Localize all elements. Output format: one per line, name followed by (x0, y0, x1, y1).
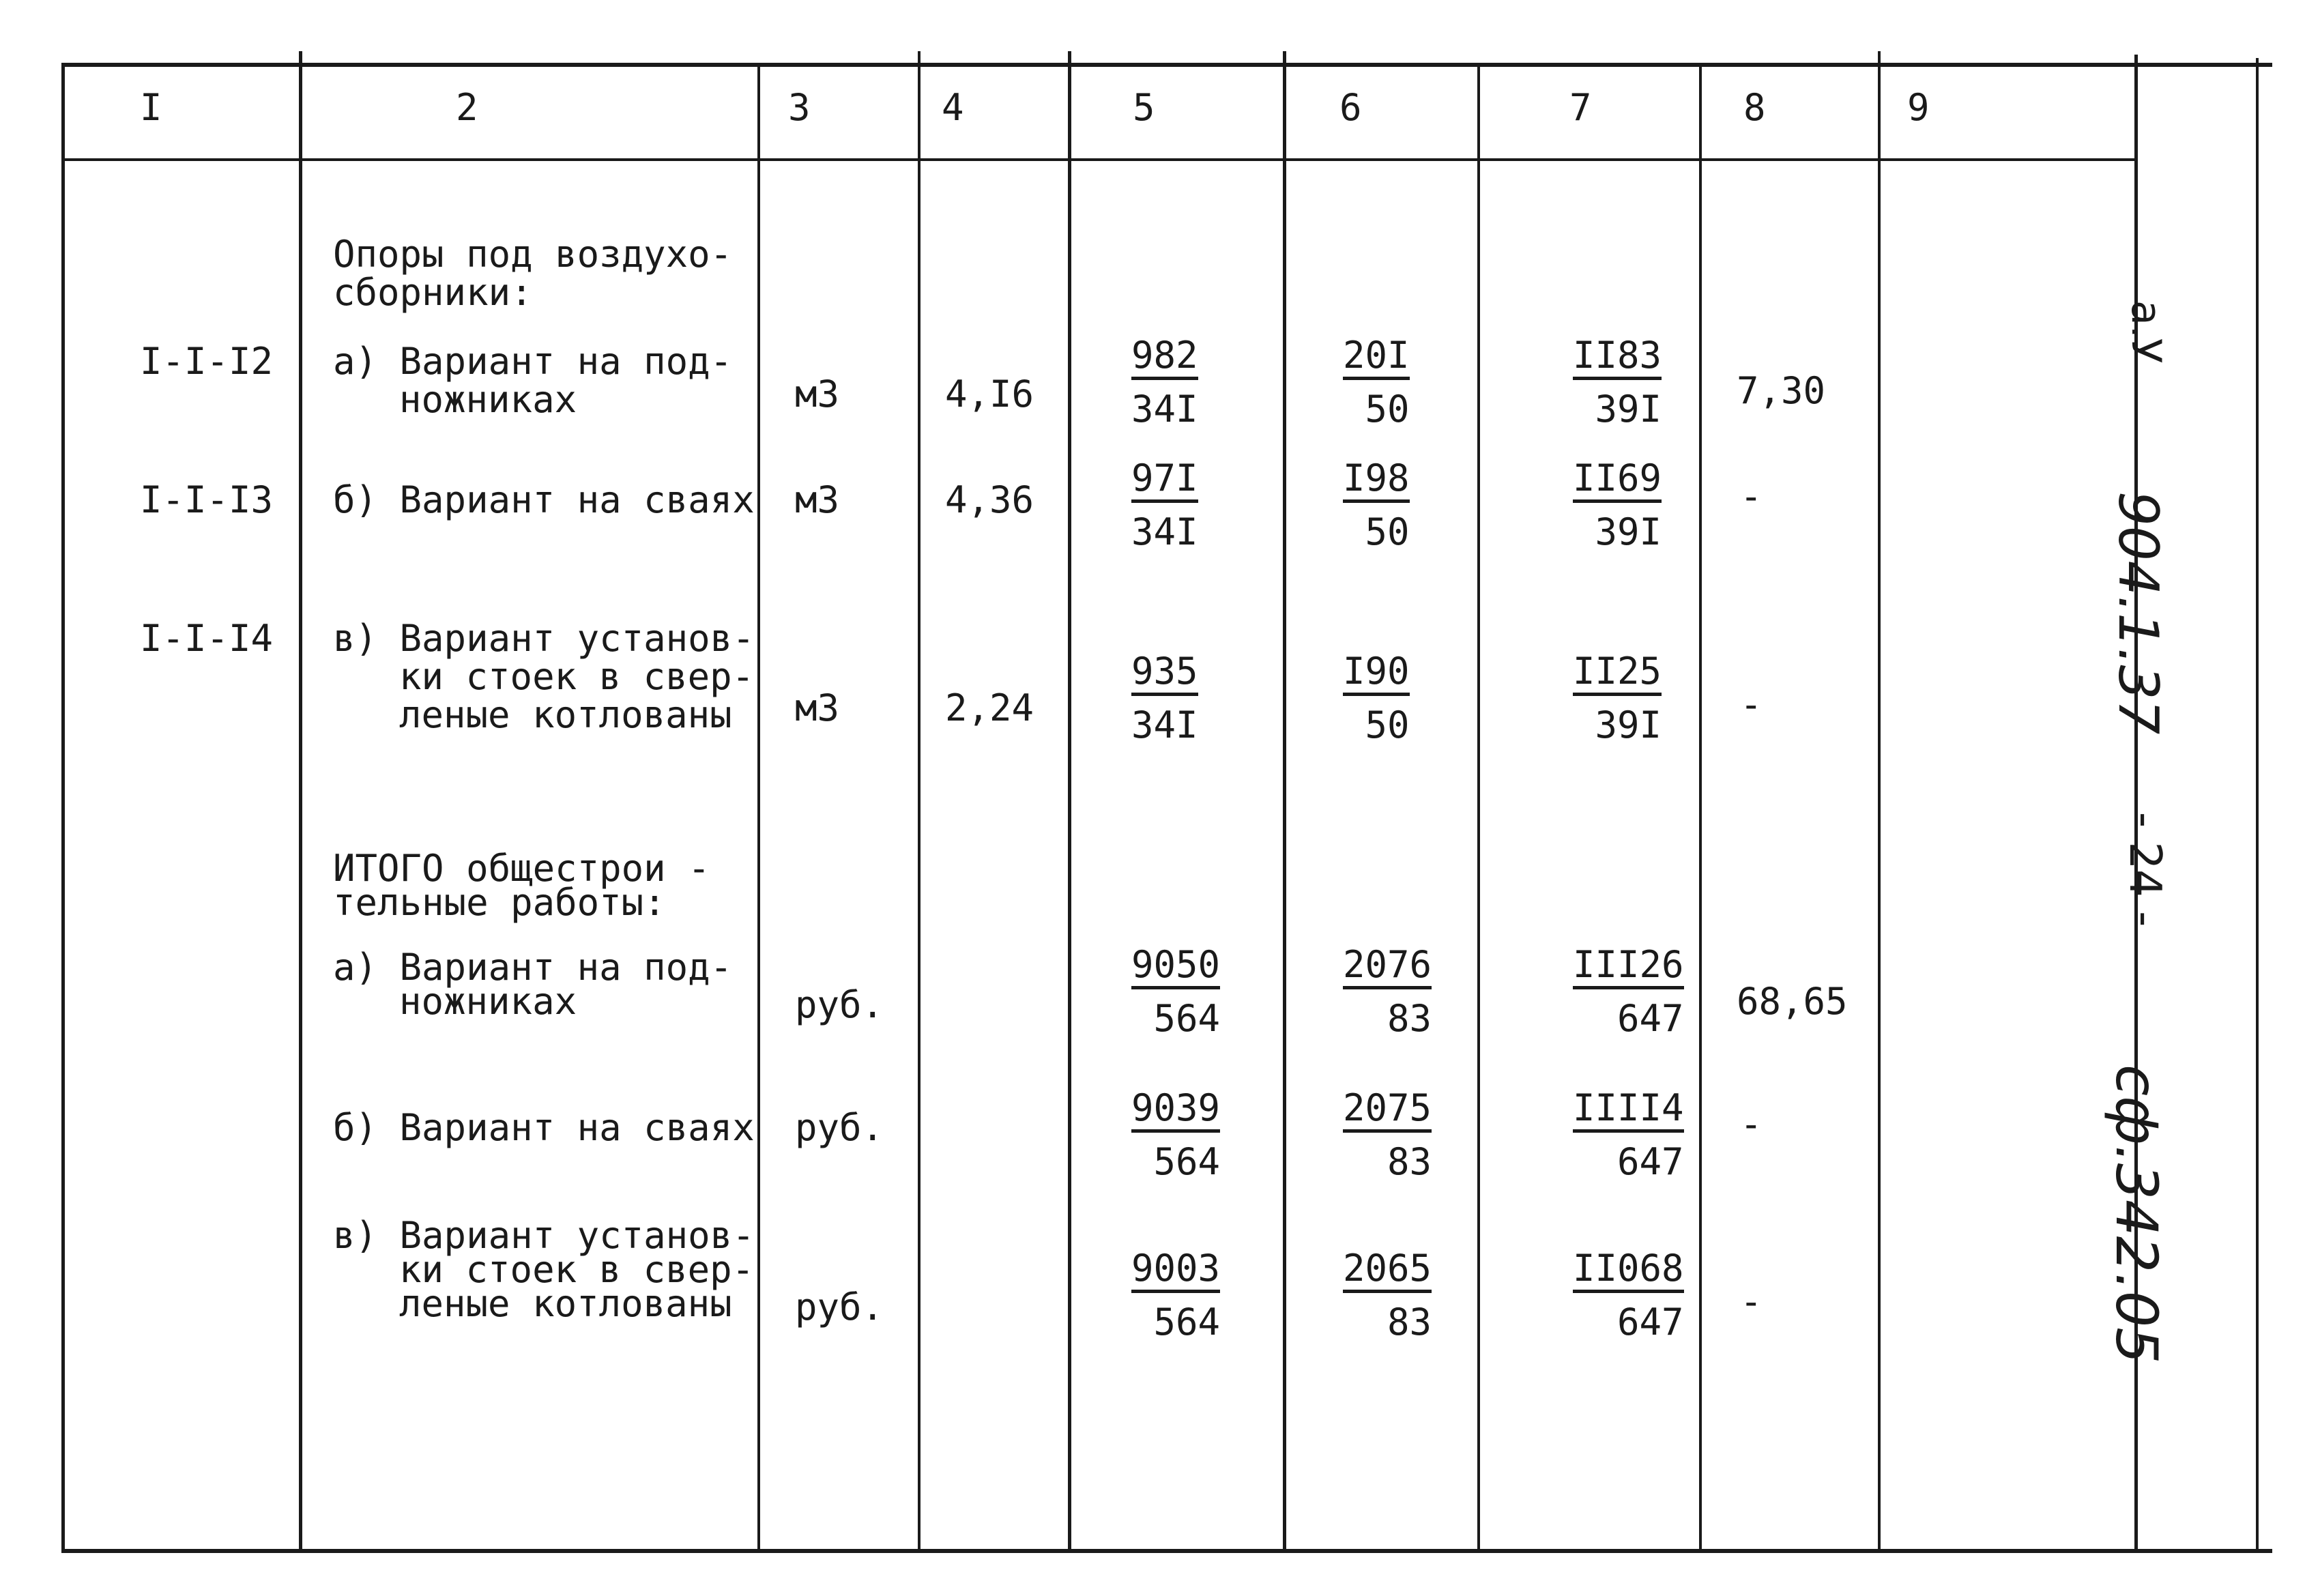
row-2-qty: 4,36 (945, 478, 1034, 521)
side-stamp-part-3: - 24 - (2119, 812, 2170, 927)
total-3-col5 (1131, 1249, 1220, 1342)
row-1-col6-denominator: 50 (1365, 388, 1410, 431)
row-1-col7 (1573, 336, 1662, 429)
total-1-col7-denominator: 647 (1617, 997, 1684, 1040)
row-1-code: I-I-I2 (140, 340, 274, 383)
header-col-8: 8 (1743, 86, 1766, 129)
total-3-col6-numerator: 2065 (1343, 1249, 1432, 1293)
row-2-col6-denominator: 50 (1365, 510, 1410, 553)
total-2-col8: - (1740, 1103, 1763, 1146)
row-1-label-line-2: ножниках (399, 378, 577, 421)
row-2-col6-numerator: I98 (1343, 459, 1410, 503)
total-3-label-line-2: ки стоек в свер- (399, 1248, 755, 1291)
row-3-col7 (1573, 652, 1662, 745)
left-border (61, 63, 65, 1553)
total-2-label-line-1: б) Вариант на сваях (333, 1106, 755, 1149)
total-1-col8: 68,65 (1737, 980, 1848, 1023)
row-3-qty: 2,24 (945, 686, 1034, 729)
total-1-col6-denominator: 83 (1387, 997, 1432, 1040)
total-2-col5 (1131, 1088, 1220, 1182)
total-title-line-1: ИТОГО общестрои - (333, 847, 710, 890)
total-3-label-line-3: леные котлованы (399, 1282, 732, 1325)
row-3-label-line-3: леные котлованы (399, 693, 732, 736)
total-1-col5-numerator: 9050 (1131, 945, 1220, 989)
right-border (2256, 58, 2259, 1552)
row-2-col6 (1343, 456, 1410, 553)
header-col-4: 4 (942, 86, 964, 129)
header-divider (61, 158, 2136, 161)
row-1-col7-numerator: II83 (1573, 336, 1662, 380)
total-3-col7 (1573, 1249, 1684, 1342)
header-col-9: 9 (1907, 86, 1930, 129)
group-title-line-1: Опоры под воздухо- (333, 233, 733, 276)
top-border (61, 63, 2272, 67)
row-3-col6 (1343, 652, 1410, 745)
total-3-label-line-1: в) Вариант установ- (333, 1214, 755, 1257)
row-3-unit: м3 (795, 686, 840, 729)
row-2-col7-numerator: II69 (1573, 459, 1662, 503)
row-3-code: I-I-I4 (140, 617, 274, 660)
total-2-col6-numerator: 2075 (1343, 1088, 1432, 1133)
row-1-col8: 7,30 (1737, 369, 1826, 412)
total-3-col6-denominator: 83 (1387, 1301, 1432, 1344)
total-1-col7-numerator: III26 (1573, 945, 1684, 989)
row-3-col7-denominator: 39I (1595, 703, 1662, 746)
row-2-col5-numerator: 97I (1131, 459, 1198, 503)
side-stamp-part-4: сф.342.05 (2103, 1064, 2170, 1364)
col-divider-5 (1283, 51, 1286, 1552)
header-col-1: I (140, 86, 162, 129)
row-3-label-line-1: в) Вариант установ- (333, 617, 755, 660)
row-1-label-line-1: а) Вариант на под- (333, 340, 733, 383)
group-title-line-2: сборники: (333, 271, 533, 314)
row-3-label-line-2: ки стоек в свер- (399, 655, 755, 698)
total-3-col7-denominator: 647 (1617, 1301, 1684, 1344)
row-3-col5-numerator: 935 (1131, 652, 1198, 696)
total-1-label-line-1: а) Вариант на под- (333, 946, 733, 989)
header-col-6: 6 (1339, 86, 1362, 129)
row-1-qty: 4,I6 (945, 373, 1034, 416)
total-2-col6-denominator: 83 (1387, 1140, 1432, 1183)
row-1-col7-denominator: 39I (1595, 388, 1662, 431)
total-1-label-line-2: ножниках (399, 980, 577, 1023)
total-3-col7-numerator: II068 (1573, 1249, 1684, 1293)
col-divider-6 (1477, 63, 1480, 1553)
total-1-unit: руб. (795, 983, 884, 1026)
total-3-unit: руб. (795, 1286, 884, 1329)
row-3-col5-denominator: 34I (1131, 703, 1198, 746)
total-2-col7-denominator: 647 (1617, 1140, 1684, 1183)
total-title-line-2: тельные работы: (333, 881, 666, 924)
col-divider-7 (1699, 63, 1702, 1553)
row-2-label-line-1: б) Вариант на сваях (333, 478, 755, 521)
total-2-col5-denominator: 564 (1153, 1140, 1221, 1183)
row-1-col6 (1343, 336, 1410, 429)
total-1-col7 (1573, 945, 1684, 1039)
total-2-col7-numerator: IIII4 (1573, 1088, 1684, 1133)
total-1-col5-denominator: 564 (1153, 997, 1221, 1040)
row-1-col5 (1131, 336, 1198, 429)
total-1-col6 (1343, 945, 1432, 1039)
total-3-col5-denominator: 564 (1153, 1301, 1221, 1344)
row-1-unit: м3 (795, 373, 840, 416)
header-col-5: 5 (1133, 86, 1155, 129)
header-col-3: 3 (788, 86, 811, 129)
total-2-unit: руб. (795, 1106, 884, 1149)
total-2-col5-numerator: 9039 (1131, 1088, 1220, 1133)
side-stamp-part-2: 904.1.37 (2106, 491, 2170, 735)
col-divider-2 (757, 63, 760, 1553)
row-3-col6-denominator: 50 (1365, 703, 1410, 746)
row-3-col5 (1131, 652, 1198, 745)
bottom-border (61, 1549, 2272, 1553)
row-1-col5-denominator: 34I (1131, 388, 1198, 431)
col-divider-1 (299, 51, 302, 1552)
total-1-col6-numerator: 2076 (1343, 945, 1432, 989)
row-2-unit: м3 (795, 478, 840, 521)
total-1-col5 (1131, 945, 1220, 1039)
col-divider-3 (918, 51, 920, 1552)
row-1-col6-numerator: 20I (1343, 336, 1410, 380)
col-divider-8 (1878, 51, 1881, 1552)
row-2-col5-denominator: 34I (1131, 510, 1198, 553)
row-2-col7-denominator: 39I (1595, 510, 1662, 553)
total-3-col5-numerator: 9003 (1131, 1249, 1220, 1293)
row-2-col5 (1131, 456, 1198, 553)
total-3-col6 (1343, 1249, 1432, 1342)
header-col-2: 2 (456, 86, 478, 129)
row-3-col6-numerator: I90 (1343, 652, 1410, 696)
row-2-col8: - (1740, 475, 1763, 518)
row-1-col5-numerator: 982 (1131, 336, 1198, 380)
total-2-col7 (1573, 1088, 1684, 1182)
col-divider-4 (1068, 51, 1071, 1552)
row-2-code: I-I-I3 (140, 478, 274, 521)
row-3-col7-numerator: II25 (1573, 652, 1662, 696)
total-3-col8: - (1740, 1280, 1763, 1323)
row-2-col7 (1573, 456, 1662, 553)
side-stamp-part-1: а.У (2122, 300, 2170, 364)
total-2-col6 (1343, 1088, 1432, 1182)
header-col-7: 7 (1569, 86, 1592, 129)
row-3-col8: - (1740, 683, 1763, 726)
